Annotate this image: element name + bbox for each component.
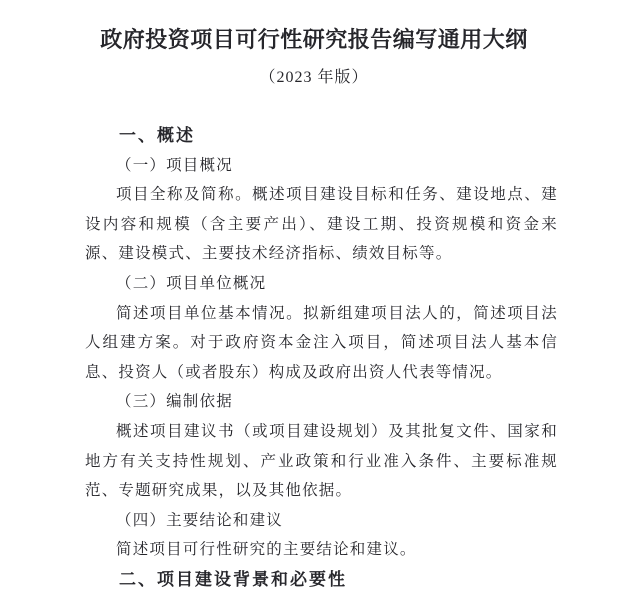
section-subheading: （三）编制依据 [116, 393, 233, 411]
section-heading: 二、项目建设背景和必要性 [119, 569, 347, 589]
section-subheading: （四）主要结论和建议 [116, 511, 284, 529]
paragraph: 概述项目建议书（或项目建设规划）及其批复文件、国家和地方有关支持性规划、产业政策和行业准入条件、主要标准规范、专题研究成果，以及其他依据。 [85, 422, 558, 500]
section-subheading: （二）项目单位概况 [116, 274, 267, 292]
paragraph: 简述项目单位基本情况。拟新组建项目法人的，简述项目法人组建方案。对于政府资本金注入项目，简述项目法人基本信息、投资人（或者股东）构成及政府出资人代表等情况。 [85, 304, 558, 381]
paragraph: 简述项目可行性研究的主要结论和建议。 [116, 541, 417, 559]
paragraph: 项目全称及简称。概述项目建设目标和任务、建设地点、建设内容和规模（含主要产出）、建设工期、投资规模和资金来源、建设模式、主要技术经济指标、绩效目标等。 [85, 186, 558, 263]
section-heading: 一、概述 [119, 126, 195, 145]
document-body [85, 121, 558, 592]
document-title: 政府投资项目可行性研究报告编写通用大纲 [100, 27, 528, 52]
section-subheading: （一）项目概况 [116, 156, 233, 174]
document-subtitle: （2023 年版） [259, 69, 369, 86]
